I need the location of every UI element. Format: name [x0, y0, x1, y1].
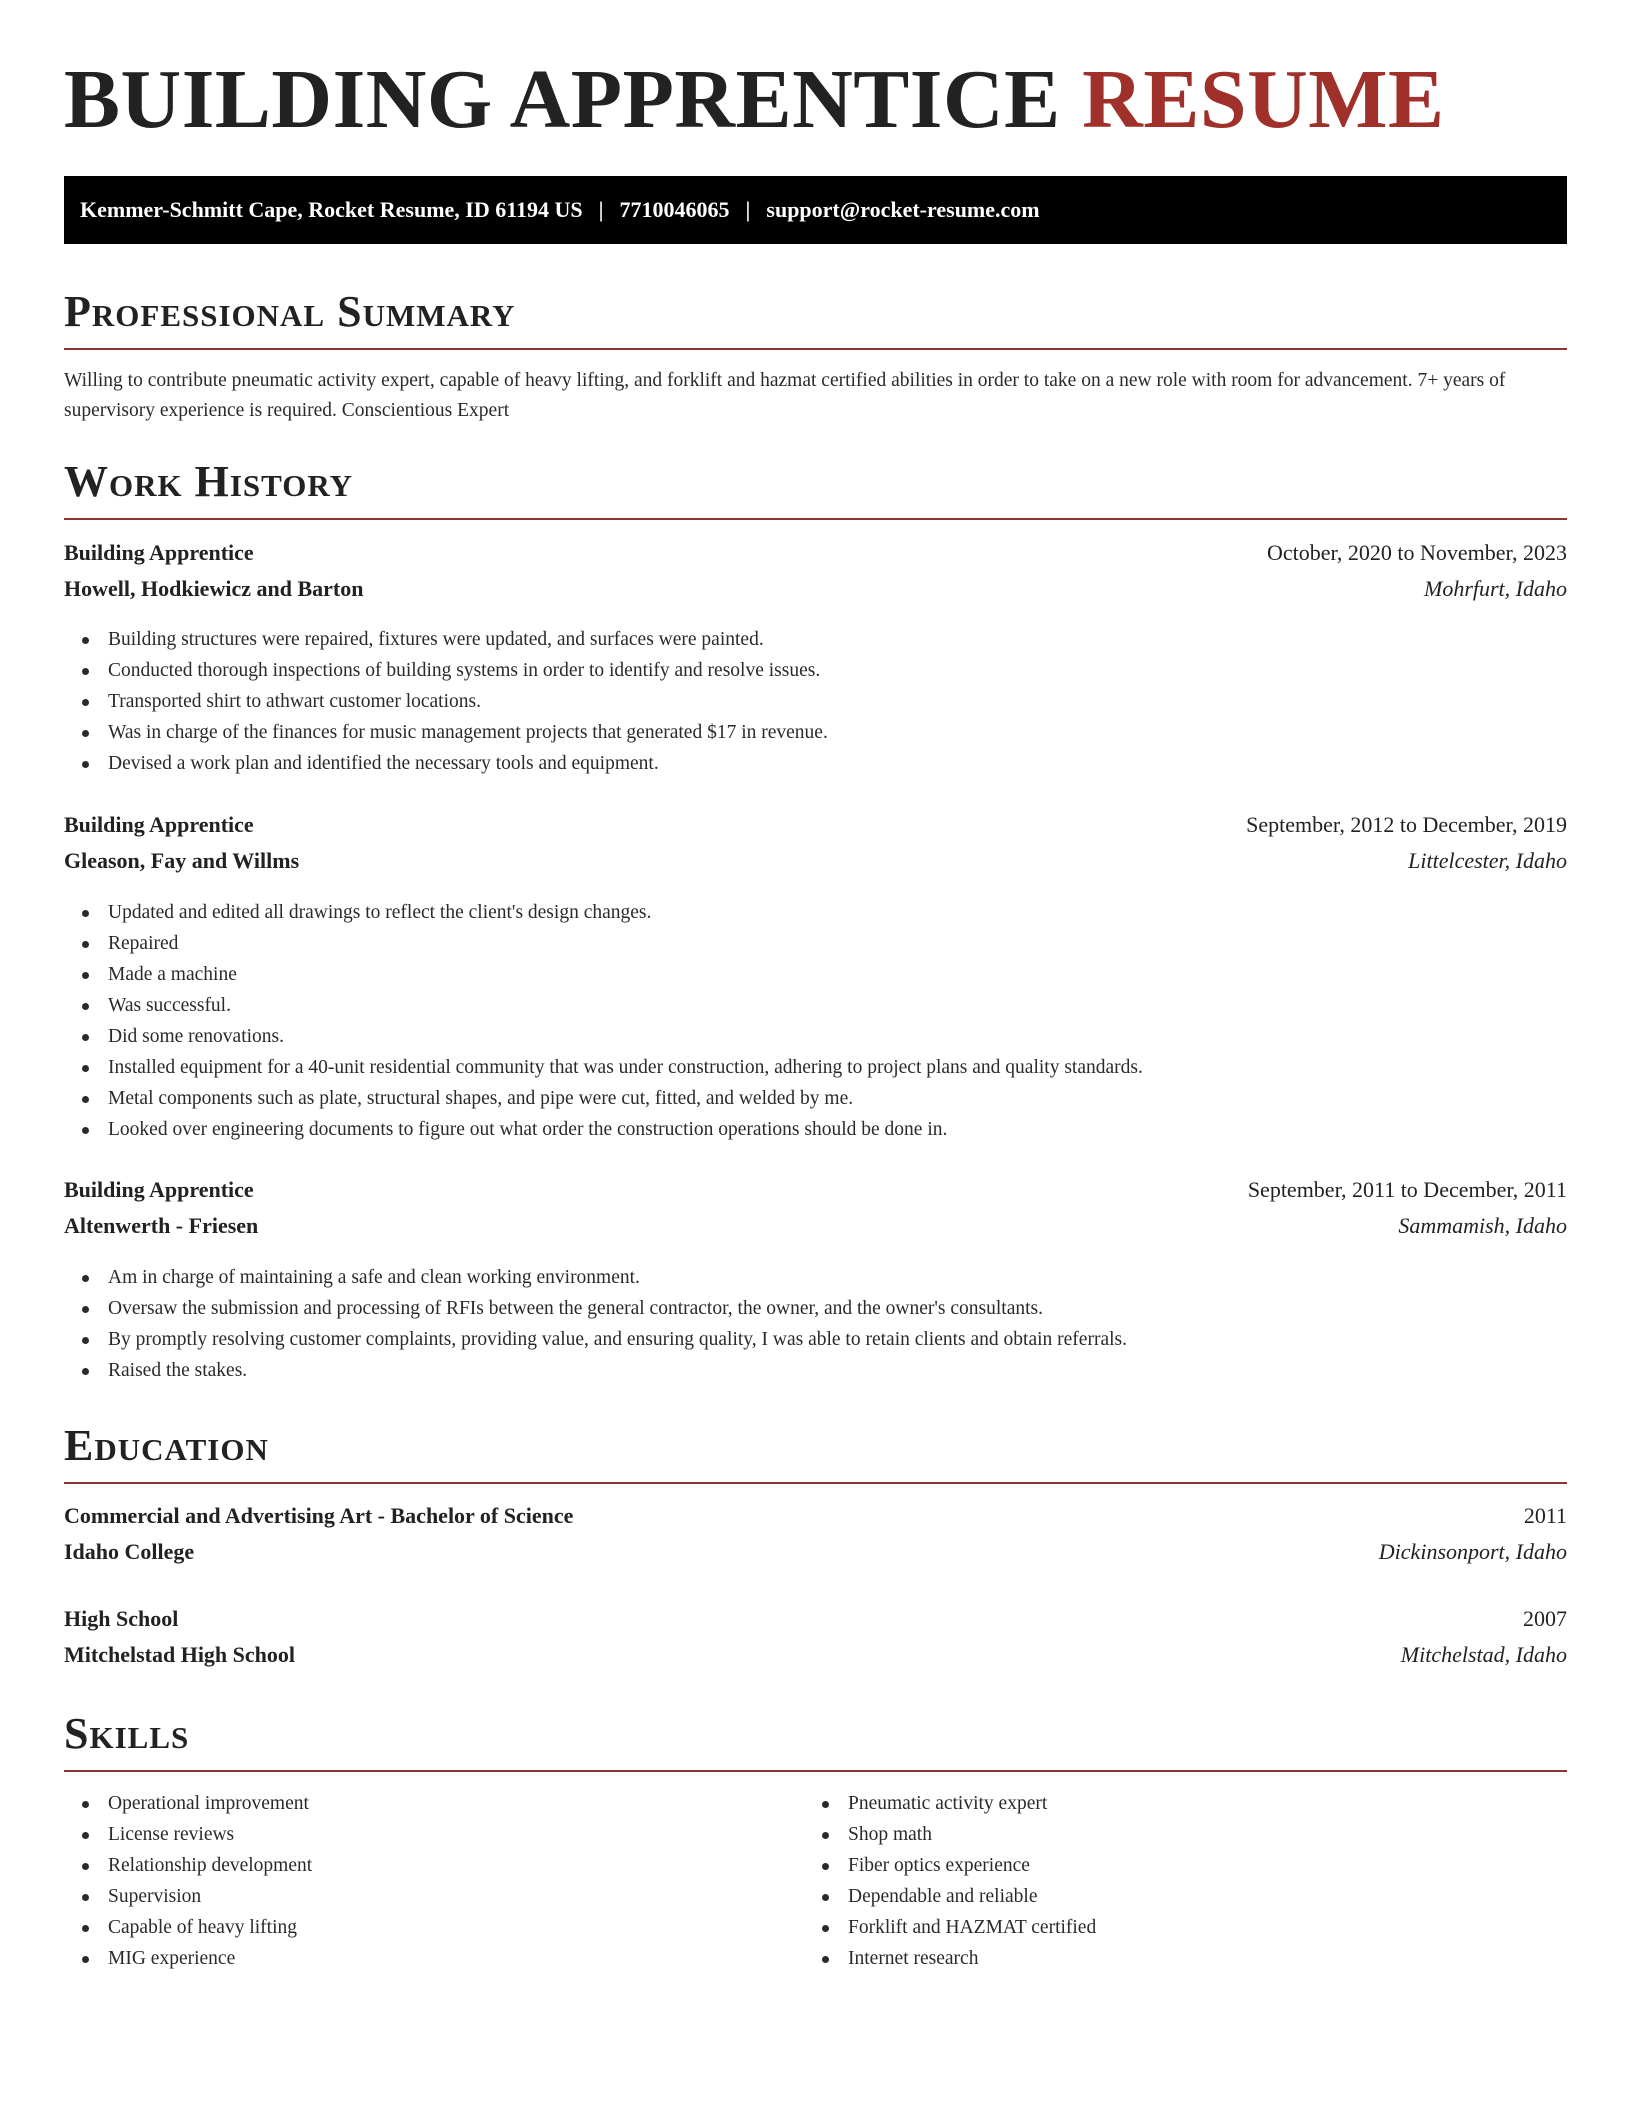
job-title: Building Apprentice: [64, 1177, 254, 1202]
list-item: Transported shirt to athwart customer locations.: [64, 686, 828, 717]
job-title: Building Apprentice: [64, 540, 254, 565]
list-item: Metal components such as plate, structural shapes, and pipe were cut, fitted, and welded by me.: [64, 1083, 1143, 1114]
education-heading: Education: [64, 1421, 269, 1470]
contact-separator: |: [598, 197, 604, 222]
job-location: Mohrfurt, Idaho: [1424, 576, 1567, 601]
job-title-row: [64, 538, 1567, 568]
contact-email: support@rocket-resume.com: [766, 197, 1040, 222]
job-company: Gleason, Fay and Willms: [64, 848, 300, 873]
education-degree-row: [64, 1501, 1567, 1531]
list-item: Installed equipment for a 40-unit residential community that was under construction, adhering to project plans and quality standards.: [64, 1052, 1143, 1083]
skill-item: Relationship development: [64, 1850, 312, 1881]
education-year: 2007: [1523, 1606, 1567, 1631]
title-main: BUILDING APPRENTICE: [64, 53, 1061, 146]
list-item: Did some renovations.: [64, 1021, 1143, 1052]
resume-title: [64, 53, 1445, 146]
education-school-row: [64, 1537, 1567, 1567]
job-title: Building Apprentice: [64, 812, 254, 837]
job-company-row: [64, 1211, 1567, 1241]
education-divider: [64, 1482, 1567, 1484]
job-bullets: [64, 1262, 1127, 1386]
skill-item: Fiber optics experience: [804, 1850, 1096, 1881]
list-item: Repaired: [64, 928, 1143, 959]
skill-item: Shop math: [804, 1819, 1096, 1850]
job-title-row: [64, 1175, 1567, 1205]
work-divider: [64, 518, 1567, 520]
skill-item: Forklift and HAZMAT certified: [804, 1912, 1096, 1943]
contact-address: Kemmer-Schmitt Cape, Rocket Resume, ID 61194 US: [80, 197, 583, 222]
skill-item: Dependable and reliable: [804, 1881, 1096, 1912]
education-school: Mitchelstad High School: [64, 1642, 296, 1667]
education-location: Dickinsonport, Idaho: [1378, 1539, 1567, 1564]
title-accent: RESUME: [1082, 53, 1445, 146]
skill-item: Pneumatic activity expert: [804, 1788, 1096, 1819]
contact-bar: [64, 176, 1567, 244]
list-item: Devised a work plan and identified the necessary tools and equipment.: [64, 748, 828, 779]
list-item: Looked over engineering documents to figure out what order the construction operations should be done in.: [64, 1114, 1143, 1145]
list-item: Oversaw the submission and processing of RFIs between the general contractor, the owner, and the owner's consultants.: [64, 1293, 1127, 1324]
skill-item: Supervision: [64, 1881, 312, 1912]
summary-text: Willing to contribute pneumatic activity expert, capable of heavy lifting, and forklift and hazmat certified abilities in order to take on a new role with room for advancement. 7+ years of supervisory experience is required. Conscientious Expert: [64, 370, 1506, 421]
summary-divider: [64, 348, 1567, 350]
job-bullets: [64, 897, 1143, 1145]
work-heading: Work History: [64, 457, 354, 506]
skill-item: Capable of heavy lifting: [64, 1912, 312, 1943]
education-degree: High School: [64, 1606, 179, 1631]
list-item: Building structures were repaired, fixtures were updated, and surfaces were painted.: [64, 624, 828, 655]
job-company-row: [64, 574, 1567, 604]
job-title-row: [64, 810, 1567, 840]
job-dates: September, 2011 to December, 2011: [1247, 1177, 1567, 1202]
job-location: Sammamish, Idaho: [1398, 1213, 1567, 1238]
job-company: Altenwerth - Friesen: [64, 1213, 259, 1238]
skills-list-right: [804, 1788, 1096, 1974]
education-school-row: [64, 1640, 1567, 1670]
list-item: Conducted thorough inspections of building systems in order to identify and resolve issues.: [64, 655, 828, 686]
contact-separator: |: [745, 197, 751, 222]
skill-item: Internet research: [804, 1943, 1096, 1974]
list-item: Was successful.: [64, 990, 1143, 1021]
job-company-row: [64, 846, 1567, 876]
education-degree-row: [64, 1604, 1567, 1634]
job-dates: September, 2012 to December, 2019: [1246, 812, 1567, 837]
list-item: Made a machine: [64, 959, 1143, 990]
job-location: Littelcester, Idaho: [1408, 848, 1567, 873]
list-item: Raised the stakes.: [64, 1355, 1127, 1386]
education-school: Idaho College: [64, 1539, 195, 1564]
list-item: Was in charge of the finances for music management projects that generated $17 in revenue.: [64, 717, 828, 748]
job-dates: October, 2020 to November, 2023: [1266, 540, 1567, 565]
contact-phone: 7710046065: [619, 197, 730, 222]
skills-heading: Skills: [64, 1709, 190, 1758]
skill-item: Operational improvement: [64, 1788, 312, 1819]
summary-heading: Professional Summary: [64, 287, 516, 336]
skills-list-left: [64, 1788, 312, 1974]
skill-item: License reviews: [64, 1819, 312, 1850]
education-year: 2011: [1523, 1503, 1567, 1528]
education-location: Mitchelstad, Idaho: [1400, 1642, 1567, 1667]
skills-divider: [64, 1770, 1567, 1772]
list-item: By promptly resolving customer complaints, providing value, and ensuring quality, I was able to retain clients and obtain referrals.: [64, 1324, 1127, 1355]
job-bullets: [64, 624, 828, 779]
job-company: Howell, Hodkiewicz and Barton: [64, 576, 364, 601]
list-item: Am in charge of maintaining a safe and clean working environment.: [64, 1262, 1127, 1293]
skill-item: MIG experience: [64, 1943, 312, 1974]
education-degree: Commercial and Advertising Art - Bachelor of Science: [64, 1503, 574, 1528]
list-item: Updated and edited all drawings to reflect the client's design changes.: [64, 897, 1143, 928]
